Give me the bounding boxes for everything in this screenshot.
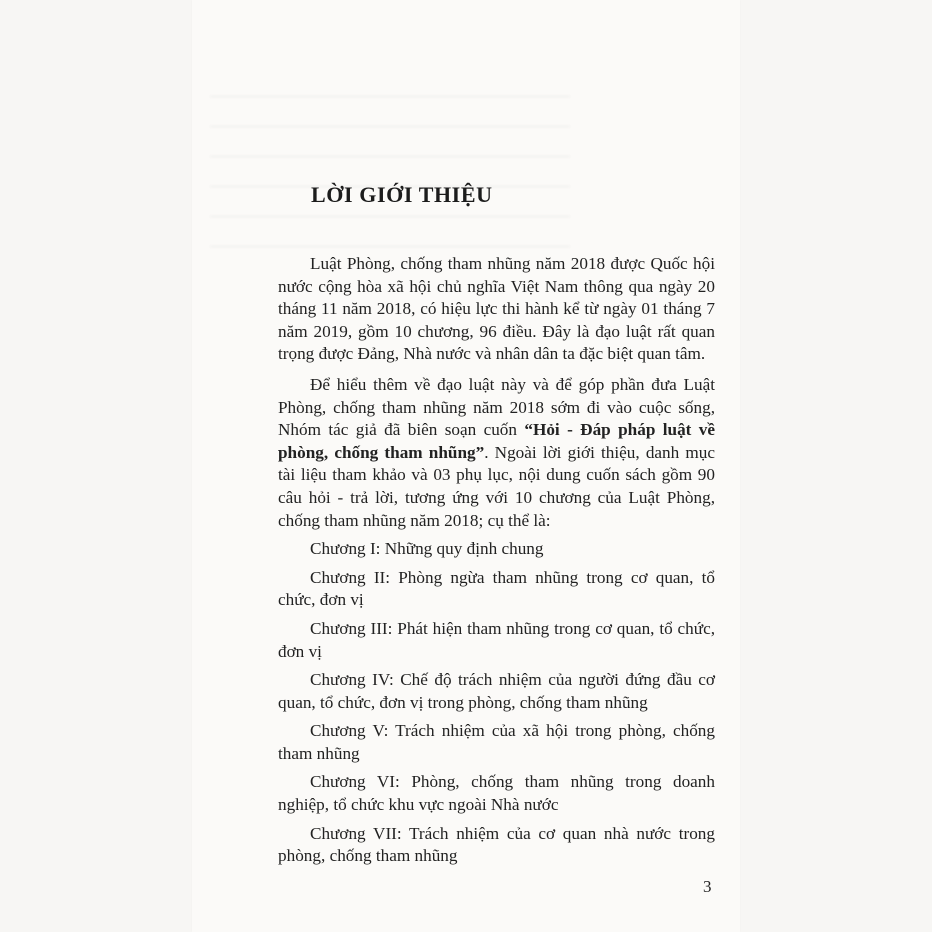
chapter-line: Chương IV: Chế độ trách nhiệm của người đứng đầu cơ quan, tổ chức, đơn vị trong phòng, chống tham nhũng bbox=[278, 670, 715, 712]
chapter-line: Chương I: Những quy định chung bbox=[310, 539, 544, 559]
chapter-line: Chương III: Phát hiện tham nhũng trong cơ quan, tổ chức, đơn vị bbox=[278, 618, 715, 661]
page-number: 3 bbox=[703, 877, 712, 896]
book-title: “Hỏi - Đáp pháp luật về phòng, chống tham nhũng” bbox=[278, 420, 715, 462]
intro-paragraph: Luật Phòng, chống tham nhũng năm 2018 được Quốc hội nước cộng hòa xã hội chủ nghĩa Việt Nam thông qua ngày 20 tháng 11 năm 2018, có hiệu lực thi hành kể từ ngày 01 tháng 7 năm 2019, gồm 10 chương, 96 điều. Đây là đạo luật rất quan trọng được Đảng, Nhà nước và nhân dân ta đặc biệt quan tâm. bbox=[278, 254, 715, 364]
show-through-text bbox=[210, 78, 570, 248]
body-text bbox=[278, 253, 715, 868]
chapter-line: Chương VI: Phòng, chống tham nhũng trong doanh nghiệp, tổ chức khu vực ngoài Nhà nước bbox=[278, 772, 715, 815]
page-title: LỜI GIỚI THIỆU bbox=[311, 182, 493, 207]
chapter-line: Chương V: Trách nhiệm của xã hội trong phòng, chống tham nhũng bbox=[278, 721, 715, 763]
purpose-text-after: . Ngoài lời giới thiệu, danh mục tài liệu tham khảo và 03 phụ lục, nội dung cuốn sách gồm 90 câu hỏi - trả lời, tương ứng với 10 chương của Luật Phòng, chống tham nhũng năm 2018; cụ thể là: bbox=[278, 442, 715, 530]
purpose-paragraph bbox=[278, 374, 715, 532]
purpose-text-before: Để hiểu thêm về đạo luật này và để góp phần đưa Luật Phòng, chống tham nhũng năm 2018 sớm đi vào cuộc sống, Nhóm tác giả đã biên soạn cuốn bbox=[278, 374, 715, 440]
chapter-line: Chương VII: Trách nhiệm của cơ quan nhà nước trong phòng, chống tham nhũng bbox=[278, 823, 715, 866]
chapter-line: Chương II: Phòng ngừa tham nhũng trong cơ quan, tổ chức, đơn vị bbox=[278, 567, 715, 610]
